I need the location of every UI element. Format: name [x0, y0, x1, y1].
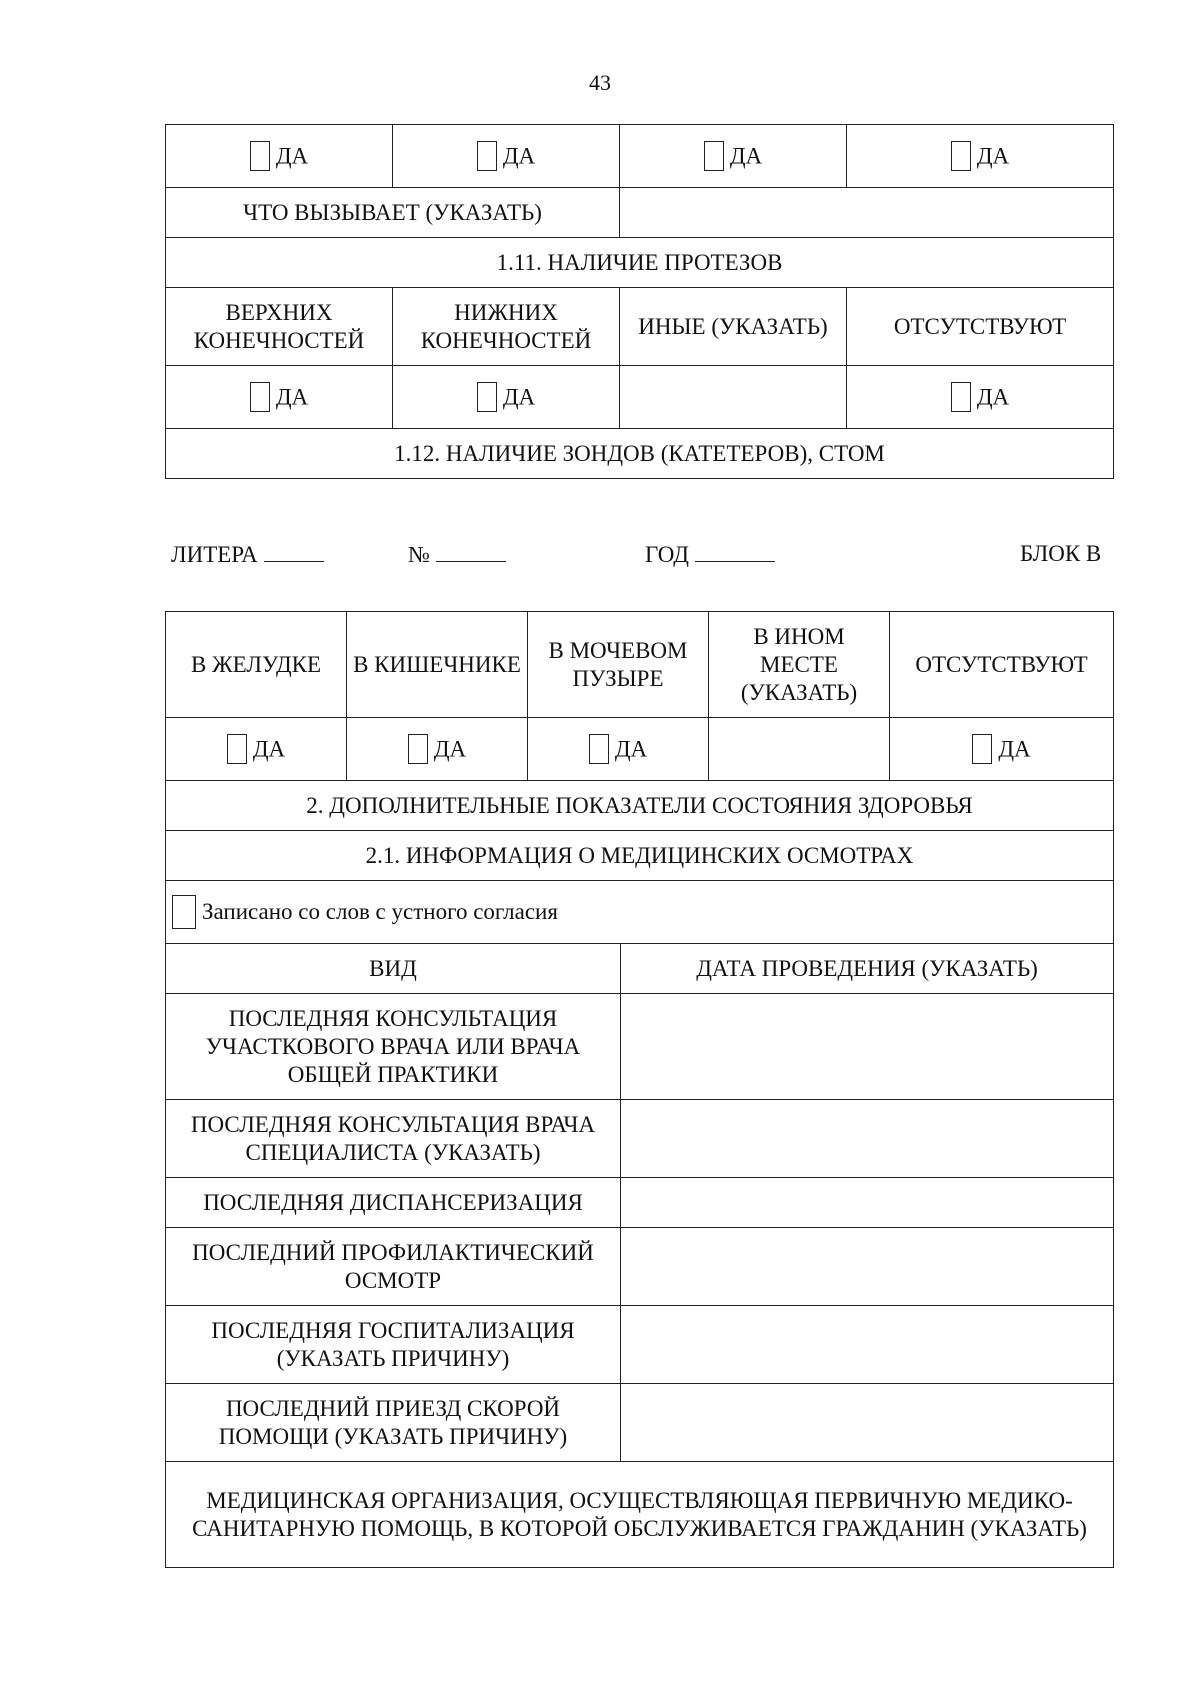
column-header: В КИШЕЧНИКЕ — [347, 612, 528, 718]
section-header: 1.12. НАЛИЧИЕ ЗОНДОВ (КАТЕТЕРОВ), СТОМ — [166, 429, 1114, 479]
table-cell — [347, 718, 528, 781]
exam-date-input[interactable] — [621, 1178, 1114, 1228]
column-header: В ЖЕЛУДКЕ — [166, 612, 347, 718]
organization-label: МЕДИЦИНСКАЯ ОРГАНИЗАЦИЯ, ОСУЩЕСТВЛЯЮЩАЯ ПЕРВИЧНУЮ МЕДИКО-САНИТАРНУЮ ПОМОЩЬ, В КОТОРОЙ ОБСЛУЖИВАЕТСЯ ГРАЖДАНИН (УКАЗАТЬ) — [166, 1462, 1114, 1568]
column-header: ВЕРХНИХ КОНЕЧНОСТЕЙ — [166, 288, 393, 366]
checkbox[interactable] — [589, 734, 609, 764]
table-row — [166, 944, 1114, 994]
section-header: 2. ДОПОЛНИТЕЛЬНЫЕ ПОКАЗАТЕЛИ СОСТОЯНИЯ ЗДОРОВЬЯ — [166, 781, 1114, 831]
table-cell — [528, 718, 709, 781]
table-cell — [847, 366, 1114, 429]
table-row — [166, 612, 1114, 718]
section-header: 2.1. ИНФОРМАЦИЯ О МЕДИЦИНСКИХ ОСМОТРАХ — [166, 831, 1114, 881]
table-cell — [166, 125, 393, 188]
causes-label: ЧТО ВЫЗЫВАЕТ (УКАЗАТЬ) — [166, 188, 620, 238]
checkbox-label: ДА — [976, 143, 1010, 169]
exam-date-input[interactable] — [621, 1306, 1114, 1384]
column-header: В МОЧЕВОМ ПУЗЫРЕ — [528, 612, 709, 718]
exam-label: ПОСЛЕДНЯЯ КОНСУЛЬТАЦИЯ УЧАСТКОВОГО ВРАЧА ИЛИ ВРАЧА ОБЩЕЙ ПРАКТИКИ — [166, 994, 621, 1100]
table-cell — [166, 718, 347, 781]
column-header: ВИД — [166, 944, 621, 994]
other-prosthesis-input[interactable] — [620, 366, 847, 429]
litera-field — [171, 541, 324, 568]
exam-date-input[interactable] — [621, 1228, 1114, 1306]
exam-label: ПОСЛЕДНЯЯ КОНСУЛЬТАЦИЯ ВРАЧА СПЕЦИАЛИСТА (УКАЗАТЬ) — [166, 1100, 621, 1178]
column-header: ОТСУТСТВУЮТ — [847, 288, 1114, 366]
year-input[interactable] — [695, 541, 775, 562]
checkbox[interactable] — [972, 734, 992, 764]
exam-label: ПОСЛЕДНЯЯ ДИСПАНСЕРИЗАЦИЯ — [166, 1178, 621, 1228]
checkbox-label: ДА — [976, 384, 1010, 410]
checkbox[interactable] — [227, 734, 247, 764]
table-row — [166, 238, 1114, 288]
exam-label: ПОСЛЕДНЯЯ ГОСПИТАЛИЗАЦИЯ (УКАЗАТЬ ПРИЧИНУ) — [166, 1306, 621, 1384]
exam-date-input[interactable] — [621, 1384, 1114, 1462]
table-row — [166, 1100, 1114, 1178]
table-cell — [166, 366, 393, 429]
table-row — [166, 881, 1114, 944]
table-row — [166, 1178, 1114, 1228]
litera-input[interactable] — [264, 541, 324, 562]
checkbox-label: ДА — [998, 736, 1031, 762]
table-row — [166, 429, 1114, 479]
number-input[interactable] — [436, 541, 506, 562]
column-header: ДАТА ПРОВЕДЕНИЯ (УКАЗАТЬ) — [621, 944, 1114, 994]
year-label: ГОД — [645, 542, 689, 567]
checkbox-label: ДА — [275, 384, 309, 410]
consent-cell — [166, 881, 1114, 944]
checkbox-label: ДА — [502, 384, 536, 410]
checkbox-label: ДА — [275, 143, 309, 169]
litera-label: ЛИТЕРА — [171, 542, 258, 567]
table-row — [166, 125, 1114, 188]
exam-label: ПОСЛЕДНИЙ ПРОФИЛАКТИЧЕСКИЙ ОСМОТР — [166, 1228, 621, 1306]
checkbox[interactable] — [477, 141, 497, 171]
checkbox[interactable] — [250, 382, 270, 412]
checkbox[interactable] — [250, 141, 270, 171]
number-label: № — [408, 542, 430, 567]
table-row — [166, 288, 1114, 366]
checkbox-label: ДА — [502, 143, 536, 169]
checkbox[interactable] — [477, 382, 497, 412]
checkbox-label: ДА — [433, 736, 467, 762]
table-row — [166, 1228, 1114, 1306]
column-header: НИЖНИХ КОНЕЧНОСТЕЙ — [393, 288, 620, 366]
table-row — [166, 1462, 1114, 1568]
table-row — [166, 994, 1114, 1100]
page-number: 43 — [589, 70, 611, 95]
year-field — [645, 541, 775, 568]
consent-label: Записано со слов с устного согласия — [202, 899, 558, 924]
checkbox[interactable] — [408, 734, 428, 764]
prostheses-table — [165, 124, 1114, 479]
column-header: ИНЫЕ (УКАЗАТЬ) — [620, 288, 847, 366]
table-cell — [620, 125, 847, 188]
table-row — [166, 1306, 1114, 1384]
table-row — [166, 366, 1114, 429]
column-header: В ИНОМ МЕСТЕ (УКАЗАТЬ) — [709, 612, 890, 718]
checkbox-label: ДА — [252, 736, 286, 762]
consent-checkbox[interactable] — [172, 895, 196, 929]
section-header: 1.11. НАЛИЧИЕ ПРОТЕЗОВ — [166, 238, 1114, 288]
table-cell — [847, 125, 1114, 188]
block-label: БЛОК В — [1020, 541, 1102, 566]
table-row — [166, 831, 1114, 881]
exam-label: ПОСЛЕДНИЙ ПРИЕЗД СКОРОЙ ПОМОЩИ (УКАЗАТЬ ПРИЧИНУ) — [166, 1384, 621, 1462]
table-row — [166, 718, 1114, 781]
causes-input[interactable] — [620, 188, 1114, 238]
number-field — [408, 541, 506, 568]
checkbox[interactable] — [951, 382, 971, 412]
table-cell — [890, 718, 1114, 781]
table-row — [166, 1384, 1114, 1462]
checkbox-label: ДА — [729, 143, 763, 169]
checkbox[interactable] — [704, 141, 724, 171]
table-cell — [393, 125, 620, 188]
checkbox-label: ДА — [614, 736, 648, 762]
table-row — [166, 781, 1114, 831]
health-table — [165, 611, 1114, 1568]
table-cell — [393, 366, 620, 429]
table-row — [166, 188, 1114, 238]
exam-date-input[interactable] — [621, 994, 1114, 1100]
exam-date-input[interactable] — [621, 1100, 1114, 1178]
other-place-input[interactable] — [709, 718, 890, 781]
checkbox[interactable] — [951, 141, 971, 171]
column-header: ОТСУТСТВУЮТ — [890, 612, 1114, 718]
